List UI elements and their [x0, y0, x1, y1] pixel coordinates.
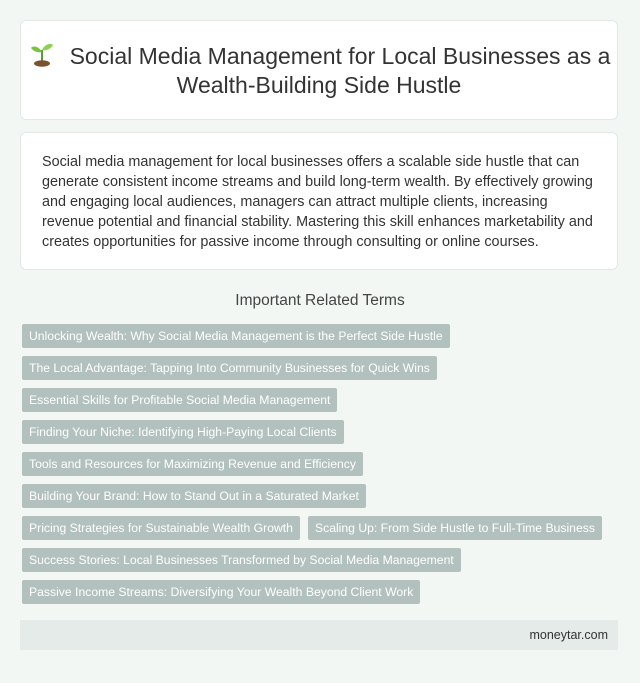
footer-site[interactable]: moneytar.com	[529, 628, 608, 642]
title-text: Social Media Management for Local Businesses as a Wealth-Building Side Hustle	[69, 42, 611, 98]
summary-card	[20, 132, 618, 270]
related-term-tag[interactable]: Success Stories: Local Businesses Transformed by Social Media Management	[22, 548, 461, 572]
footer	[20, 620, 618, 650]
related-term-tag[interactable]: Passive Income Streams: Diversifying Your Wealth Beyond Client Work	[22, 580, 420, 604]
related-term-tag[interactable]: Essential Skills for Profitable Social Media Management	[22, 388, 337, 412]
summary-text: Social media management for local businesses offers a scalable side hustle that can generate consistent income streams and build long-term wealth. By effectively growing and engaging local audiences, managers can attract multiple clients, increasing revenue potential and financial stability. Mastering this skill enhances marketability and creates opportunities for passive income through consulting or online courses.	[42, 154, 593, 250]
related-term-tag[interactable]: The Local Advantage: Tapping Into Community Businesses for Quick Wins	[22, 356, 437, 380]
related-term-tag[interactable]: Pricing Strategies for Sustainable Wealth Growth	[22, 516, 300, 540]
sprout-icon	[28, 41, 56, 67]
related-term-tag[interactable]: Tools and Resources for Maximizing Revenue and Efficiency	[22, 452, 363, 476]
related-term-tag[interactable]: Finding Your Niche: Identifying High-Paying Local Clients	[22, 420, 344, 444]
related-term-tag[interactable]: Scaling Up: From Side Hustle to Full-Time Business	[308, 516, 602, 540]
title-card	[20, 20, 618, 120]
related-term-tag[interactable]: Building Your Brand: How to Stand Out in a Saturated Market	[22, 484, 366, 508]
related-terms-list	[22, 324, 618, 604]
related-term-tag[interactable]: Unlocking Wealth: Why Social Media Management is the Perfect Side Hustle	[22, 324, 450, 348]
related-terms-heading: Important Related Terms	[235, 292, 405, 309]
page-title	[21, 41, 617, 100]
